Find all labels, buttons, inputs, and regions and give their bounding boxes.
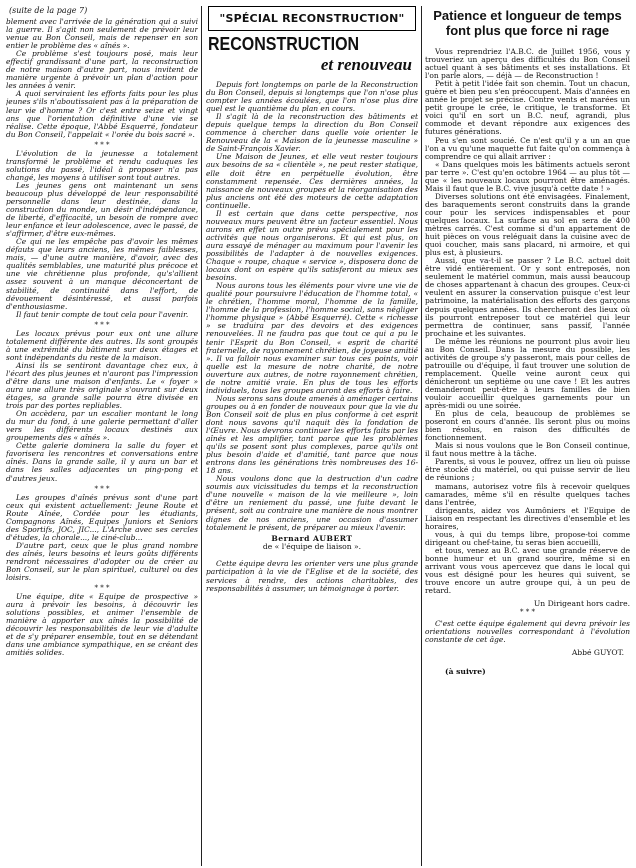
paragraph: Petit à petit l'idée fait son chemin. Tout un chacun, guère et bien peu s'en préoccupent. Mais d'années en année le projet se précise. Contre vents et marées un petit groupe le crée, le critique, le transforme. Et voici qu'il en sort un B.C. neuf, agrandi, plus commode et devant répondre aux exigences des futures générations. — [425, 79, 630, 137]
paragraph: Depuis fort longtemps on parle de la Reconstruction du Bon Conseil, depuis si longtemps que l'on n'ose plus compter les années écoulées, que l'on n'ose plus dire quel est le quantième du plan en cours. — [206, 80, 418, 114]
paragraph: Parents, si vous le pouvez, offrez un lieu où puisse être stocké du matériel, ou qui puisse servir de lieu de réunions ; — [425, 457, 630, 483]
stars-separator: * * * — [94, 320, 110, 329]
paragraph: dirigeants, aidez vos Aumôniers et l'Equipe de Liaison en respectant les directives d'ensemble et les horaires, — [425, 505, 630, 531]
signature-name: Bernard AUBERT — [271, 533, 353, 543]
paragraph: On accèdera, par un escalier montant le long du mur du fond, à une galerie permettant d'aller vers les différents locaux destinés aux groupements des « aînés ». — [6, 409, 198, 443]
paragraph: mamans, autorisez votre fils à recevoir quelques camarades, même s'il en résulte quelques taches dans l'entrée, — [425, 481, 630, 507]
title-line: font plus que force ni rage — [445, 23, 610, 38]
paragraph: Une équipe, dite « Equipe de prospective » aura à prévoir les besoins, à découvrir les solutions possibles, et animer l'ensemble de manière à apporter aux aînés la possibilité de découvrir les responsabilités de leur vie d'adulte et de s'y préparer ensemble, tout en se détendant dans une ambiance sympathique, en se créant des amitiés solides. — [6, 592, 198, 658]
paragraph: Nous voulons donc que la destruction d'un cadre soumis aux vicissitudes du temps et la reconstruction d'une nouvelle « maison de la vie meilleure », loin d'être un reniement du passé, une fuite devant le présent, soit au contraire une manière de nous montrer dignes de nos anciens, une occasion d'assumer totalement le présent, de préparer au mieux l'avenir. — [206, 474, 418, 532]
column-divider — [421, 6, 422, 866]
paragraph: Il s'agit là de la reconstruction des bâtiments et depuis quelque temps la direction du Bon Conseil commence à chercher dans quelle voie orienter le Renouveau de la « Maison de la jeunesse masculine » de Saint-François Xavier. — [206, 112, 418, 154]
stars-separator: * * * — [94, 484, 110, 493]
article-title: RECONSTRUCTION — [208, 35, 360, 55]
column-divider — [201, 6, 202, 866]
paragraph: blement avec l'arrivée de la génération qui a suivi la guerre. Il s'agit non seulement de prévoir leur venue au Bon Conseil, mais de repenser en son entier le problème des « aînés ». — [6, 17, 198, 51]
paragraph: Ce problème s'est toujours posé, mais leur effectif grandissant d'une part, la reconstruction de notre maison d'autre part, nous invitent de manière urgente à prévoir un plan d'action pour les années à venir. — [6, 49, 198, 91]
paragraph: C'est cette équipe également qui devra prévoir les orientations nouvelles correspondant à l'évolution constante de cet âge. — [425, 619, 630, 645]
paragraph: Peu s'en sont soucié. Ce n'est qu'il y a un an que l'on a vu qu'une maquette fut faite qu'on commença à comprendre ce qui allait arriver : — [425, 135, 630, 161]
signature-role: de « l'équipe de liaison ». — [262, 542, 362, 552]
paragraph: Ainsi ils se sentiront davantage chez eux, à l'écart des plus jeunes et n'auront pas l'impression d'être dans une maison d'enfants. Le « foyer » aura une allure très originale s'ouvrant sur deux étages, sa grande salle pourra être divisée en trois par des portes repliables. — [6, 360, 198, 411]
title-line: Patience et longueur de temps — [433, 8, 622, 23]
article-signature: Un Dirigeant hors cadre. — [533, 599, 630, 609]
paragraph: De même les réunions ne pourront plus avoir lieu au Bon Conseil. Dans la mesure du possible, les activités de groupe s'y passeront, mais pour celles de patrouille ou d'équipe, il faut trouver une solution de remplacement. Quelle veine auront ceux qui dénicheront un septième ou une cave ! Et les autres demanderont peut-être à leurs familles de bien vouloir accueillir quelques garnements pour un après-midi ou une soirée. — [425, 336, 630, 411]
paragraph: Ce qui ne les empêche pas d'avoir les mêmes défauts que leurs anciens, les mêmes faiblesses, mais, — d'une autre manière, d'avoir, avec des qualités semblables, une maturité plus précoce et une vie chrétienne plus profonde, qu's'allient assez souvent à un manque déconcertant de stabilité, de continuité dans l'effort, de dévouement désintéressé, et aussi parfois d'enthousiasme. — [6, 237, 198, 311]
paragraph: Nous aurons tous les éléments pour vivre une vie de qualité pour poursuivre l'éducation de l'homme total, « le chrétien, l'homme moral, l'homme de la famille, l'homme de la profession, l'homme social, sans négliger l'homme physique » (Abbé Esquerré). Cette « richesse » se traduira par des devoirs et des exigences renouvelées. Il ne faudra pas que tout ce qui a pu le tenir l'Esprit du Bon Conseil, « esprit de charité fraternelle, de rayonnement chrétien, de joyeuse amitié ». Il va falloir nous examiner sur tous ces points, voir quelle est la mesure de notre charité, de notre ouverture aux autres, de notre rayonnement chrétien, de notre amitié vraie. En plus de tous les efforts individuels, tous les groupes auront des efforts à faire. — [206, 281, 418, 395]
paragraph: D'autre part, ceux que le plus grand nombre des aînés, leurs besoins et leurs goûts différents rendront nécessaires d'adopter ou de créer au Bon Conseil, sur le plan spirituel, culturel ou des loisirs. — [6, 540, 198, 583]
column-left — [6, 0, 198, 657]
stars-separator: * * * — [94, 584, 110, 593]
paragraph: Nous serons sans doute amenés à aménager certains groupes ou à en fonder de nouveaux pour que la vie du Bon Conseil soit de plus en plus conforme à cet esprit dont nous savons qu'il naquit dès la fondation de l'Œuvre. Nous devrons continuer les efforts faits par les aînés et les amplifier, tant parce que les problèmes qu'ils se posent sont plus complexes, parce qu'ils ont plus besoin d'aide et d'amitié, tant parce que nous entrons dans les générations très nombreuses des 16-18 ans. — [206, 393, 418, 476]
paragraph: et tous, venez au B.C. avec une grande réserve de bonne humeur et un grand sourire, même si en arrivant vous vous apercevez que dans le local qui vous est désigné pour les heures qui suivent, se trouve encore un autre groupe qui, à un peu de retard. — [425, 545, 630, 596]
paragraph: Mais si nous voulons que le Bon Conseil continue, il faut nous mettre à la tâche. — [425, 441, 630, 459]
paragraph: Les jeunes gens ont maintenant un sens beaucoup plus développé de leur responsabilité personnelle dans leur destinée, dans la construction du monde, un désir d'indépendance, de liberté, d'efficacité, un besoin de rompre avec leur enfance et leur adolescence, avec le passé, de s'affirmer, d'être eux-mêmes. — [6, 180, 198, 239]
paragraph: Cette galerie dominera la salle du foyer et favorisera les rencontres et conversations entre aînés. Dans la grande salle, il y aura un bar et dans les salles adjacentes un ping-pong et d'autres jeux. — [6, 441, 198, 483]
paragraph: En plus de cela, beaucoup de problèmes se poseront en cours d'année. Ils seront plus ou moins bien résolus, en raison des difficultés de fonctionnement. — [425, 409, 630, 443]
article-subtitle: et renouveau — [320, 55, 412, 74]
continued-note: (suite de la page 7) — [9, 6, 88, 15]
paragraph: Les groupes d'aînés prévus sont d'une part ceux qui existent actuellement: Jeune Route et Route Aînée, Cordée pour les étudiants, Compagnons Aînés, Equipes Juniors et Seniors des Sportifs, JOC, JIC..., L'Arche avec ses cercles d'études, la chorale..., le ciné-club... — [6, 492, 198, 542]
paragraph: Diverses solutions ont été envisagées. Finalement, des baraquements seront construits dans la grande cour pour les services indispensables et pour quelques locaux. La surface au sol en sera de 400 mètres carrés. C'est comme si d'un appartement de huit pièces on vous reléguait dans la cuisine avec de quoi coucher, mais sans placard, ni armoire, et qui plus est, à plusieurs. — [425, 191, 630, 258]
column-right — [425, 0, 630, 676]
paragraph: Il est certain que dans cette perspective, nos nouveaux murs peuvent être un facteur essentiel. Nous aurons en effet un outre prévu spécialement pour les activités que nous organiserons. Et qui est plus, on aura essayé de ménager au maximum pour l'avenir les possibilités de l'adapter à de nouvelles exigences. Chaque « roupe, chaque « service », disposera donc de locaux dont on espère qu'ils satisferont au mieux ses besoins. — [206, 208, 418, 283]
paragraph: Il faut tenir compte de tout cela pour l'avenir. — [16, 309, 189, 319]
article-signature — [206, 535, 418, 552]
paragraph: A quoi serviraient les efforts faits pour les plus jeunes s'ils n'aboutissaient pas à la préparation de leur vie d'homme ? Or c'est entre seize et vingt ans que l'orientation définitive d'une vie se réalise. Cette époque, l'Abbé Esquerré, fondateur du Bon Conseil, l'appelait « l'orée du bois sacré ». — [6, 89, 198, 139]
column-middle — [206, 0, 418, 593]
paragraph: Cette équipe devra les orienter vers une plus grande participation à la vie de l'Eglise et de la société, des services à rendre, des actions charitables, des responsabilités à assumer, un témoignage à porter. — [206, 559, 418, 593]
special-banner: "SPÉCIAL RECONSTRUCTION" — [208, 6, 416, 31]
paragraph: Aussi, que va-t-il se passer ? Le B.C. actuel doit être vidé entièrement. Or y sont entreposés, non seulement le matériel commun, mais aussi beaucoup de choses appartenant à chacun des groupes. Ceux-ci veulent en assurer la conservation puisque c'est leur patrimoine, la matérialisation des efforts des garçons depuis quelques années. Ils chercheront des lieux où ils pourront entreposer tout ce matériel qui leur permettra de continuer, sans passif, l'année prochaine et les suivantes. — [425, 256, 630, 338]
stars-separator: * * * — [520, 608, 535, 617]
paragraph: vous, à qui du temps libre, propose-toi comme dirigeant ou chef-taine, tu seras bien accueilli, — [425, 529, 630, 547]
paragraph: L'évolution de la jeunesse a totalement transformé le problème et rendu caduques les solutions du passé, l'idéal à proposer n'a pas changé, les moyens à utiliser sont tout autres. — [6, 148, 198, 182]
stars-separator: * * * — [94, 140, 110, 149]
paragraph: Les locaux prévus pour eux ont une allure totalement différente des autres. Ils sont groupés à une extrémité du bâtiment sur deux étages et sont indépendants du reste de la maison. — [6, 328, 198, 362]
paragraph: Vous reprendriez l'A.B.C. de Juillet 1956, vous y trouveriez un aperçu des difficultés du Bon Conseil actuel quant à ses bâtiments et ses installations. Et l'on parle alors, — déjà — de Reconstruction ! — [425, 47, 630, 81]
article-title — [425, 8, 630, 38]
paragraph: Une Maison de Jeunes, et elle veut rester toujours aux besoins de sa « clientèle », ne peut rester statique, elle doit être en perpétuelle évolution, être constamment repensée. Ces dernières années, la naissance de nouveaux groupes et la réorganisation des plus anciens ont été des moteurs de cette adaptation continuelle. — [206, 152, 418, 210]
paragraph: « Dans quelques mois les bâtiments actuels seront par terre ». C'est qu'en octobre 1964 — au plus tôt — que « les nouveaux locaux pourront être aménagés. Mais il faut que le B.C. vive jusqu'à cette date ! » — [425, 159, 630, 193]
article-signature: Abbé GUYOT. — [571, 648, 624, 658]
to-be-continued: (à suivre) — [445, 667, 486, 677]
